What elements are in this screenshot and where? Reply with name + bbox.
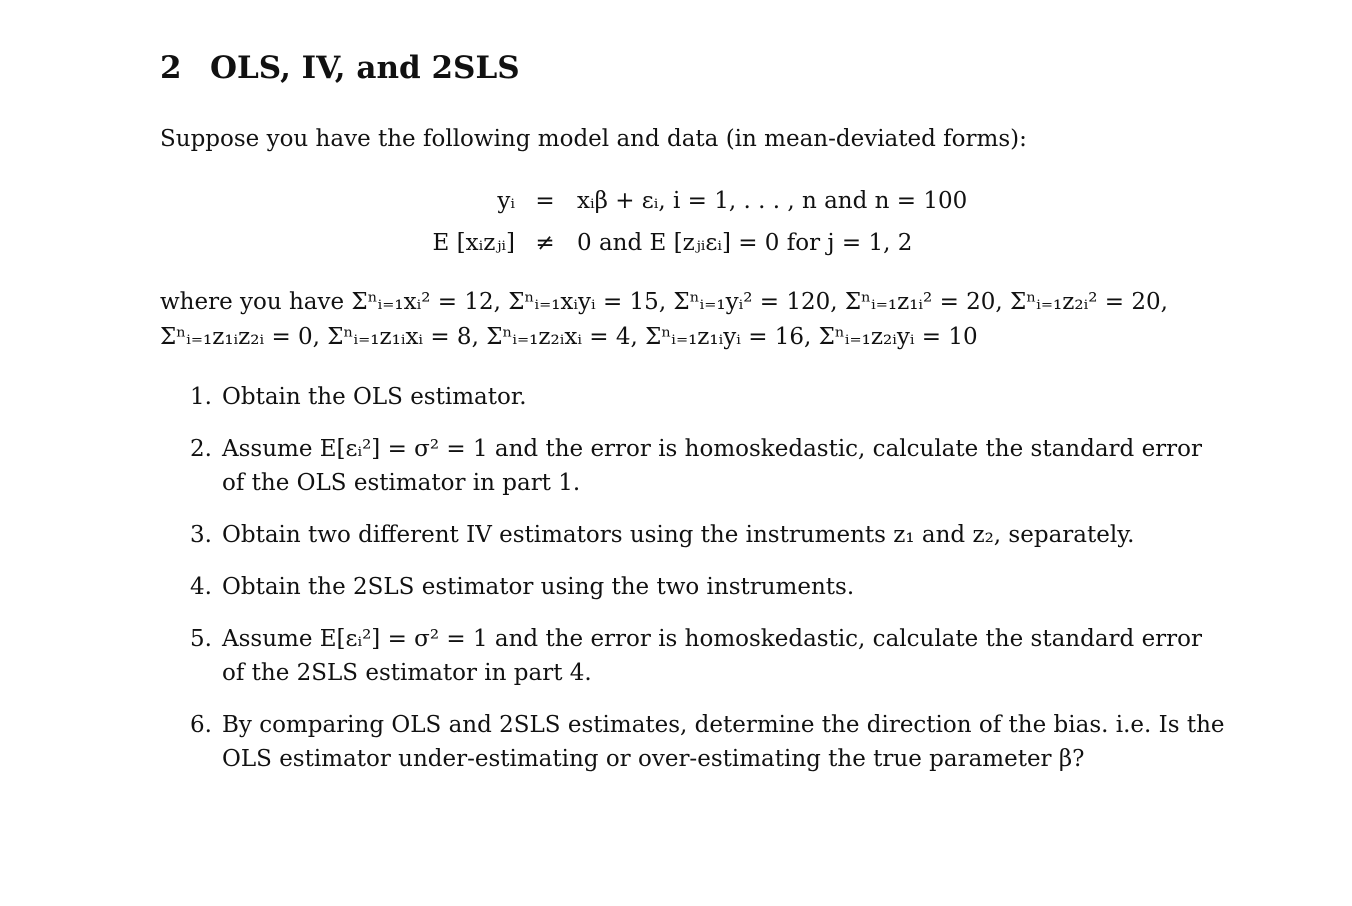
question-text: Obtain the OLS estimator. — [222, 384, 527, 410]
model-line1-rel: = — [535, 188, 555, 214]
question-text: Obtain two different IV estimators using the instruments z₁ and z₂, separately. — [222, 522, 1135, 548]
intro-paragraph: Suppose you have the following model and data (in mean-deviated forms): — [160, 126, 1027, 152]
question-item — [190, 622, 1230, 690]
question-item — [190, 432, 1230, 500]
question-text: Assume E[εᵢ²] = σ² = 1 and the error is homoskedastic, calculate the standard error of the 2SLS estimator in part 4. — [222, 626, 1203, 686]
model-line1-lhs: yᵢ — [497, 188, 515, 214]
question-number: 5. — [190, 626, 212, 652]
model-line2-rel: ≠ — [535, 230, 555, 256]
question-number: 1. — [190, 384, 212, 410]
question-number: 6. — [190, 712, 212, 738]
question-item — [190, 518, 1230, 552]
question-number: 3. — [190, 522, 212, 548]
question-list — [190, 380, 1230, 794]
question-item — [190, 380, 1230, 414]
model-line1-rhs: xᵢβ + εᵢ, i = 1, . . . , n and n = 100 — [577, 188, 968, 214]
question-item — [190, 708, 1230, 776]
section-heading — [160, 50, 520, 86]
section-title: OLS, IV, and 2SLS — [210, 50, 520, 86]
question-text: By comparing OLS and 2SLS estimates, determine the direction of the bias. i.e. Is the OLS estimator under-estimating or over-estimating the true parameter β? — [222, 712, 1225, 772]
model-line2-rhs: 0 and E [zⱼᵢεᵢ] = 0 for j = 1, 2 — [577, 230, 913, 256]
question-item — [190, 570, 1230, 604]
model-line2-lhs: E [xᵢzⱼᵢ] — [432, 230, 515, 256]
question-text: Assume E[εᵢ²] = σ² = 1 and the error is homoskedastic, calculate the standard error of the OLS estimator in part 1. — [222, 436, 1203, 496]
section-number: 2 — [160, 50, 182, 86]
question-number: 4. — [190, 574, 212, 600]
question-number: 2. — [190, 436, 212, 462]
question-text: Obtain the 2SLS estimator using the two instruments. — [222, 574, 855, 600]
data-sentence: where you have Σⁿᵢ₌₁xᵢ² = 12, Σⁿᵢ₌₁xᵢyᵢ = 15, Σⁿᵢ₌₁yᵢ² = 120, Σⁿᵢ₌₁z₁ᵢ² = 20, Σⁿᵢ₌₁z₂ᵢ² = 20, Σⁿᵢ₌₁z₁ᵢz₂ᵢ = 0, Σⁿᵢ₌₁z₁ᵢxᵢ = 8, Σⁿᵢ₌₁z₂ᵢxᵢ = 4, Σⁿᵢ₌₁z₁ᵢyᵢ = 16, Σⁿᵢ₌₁z₂ᵢyᵢ = 10 — [160, 289, 1168, 350]
